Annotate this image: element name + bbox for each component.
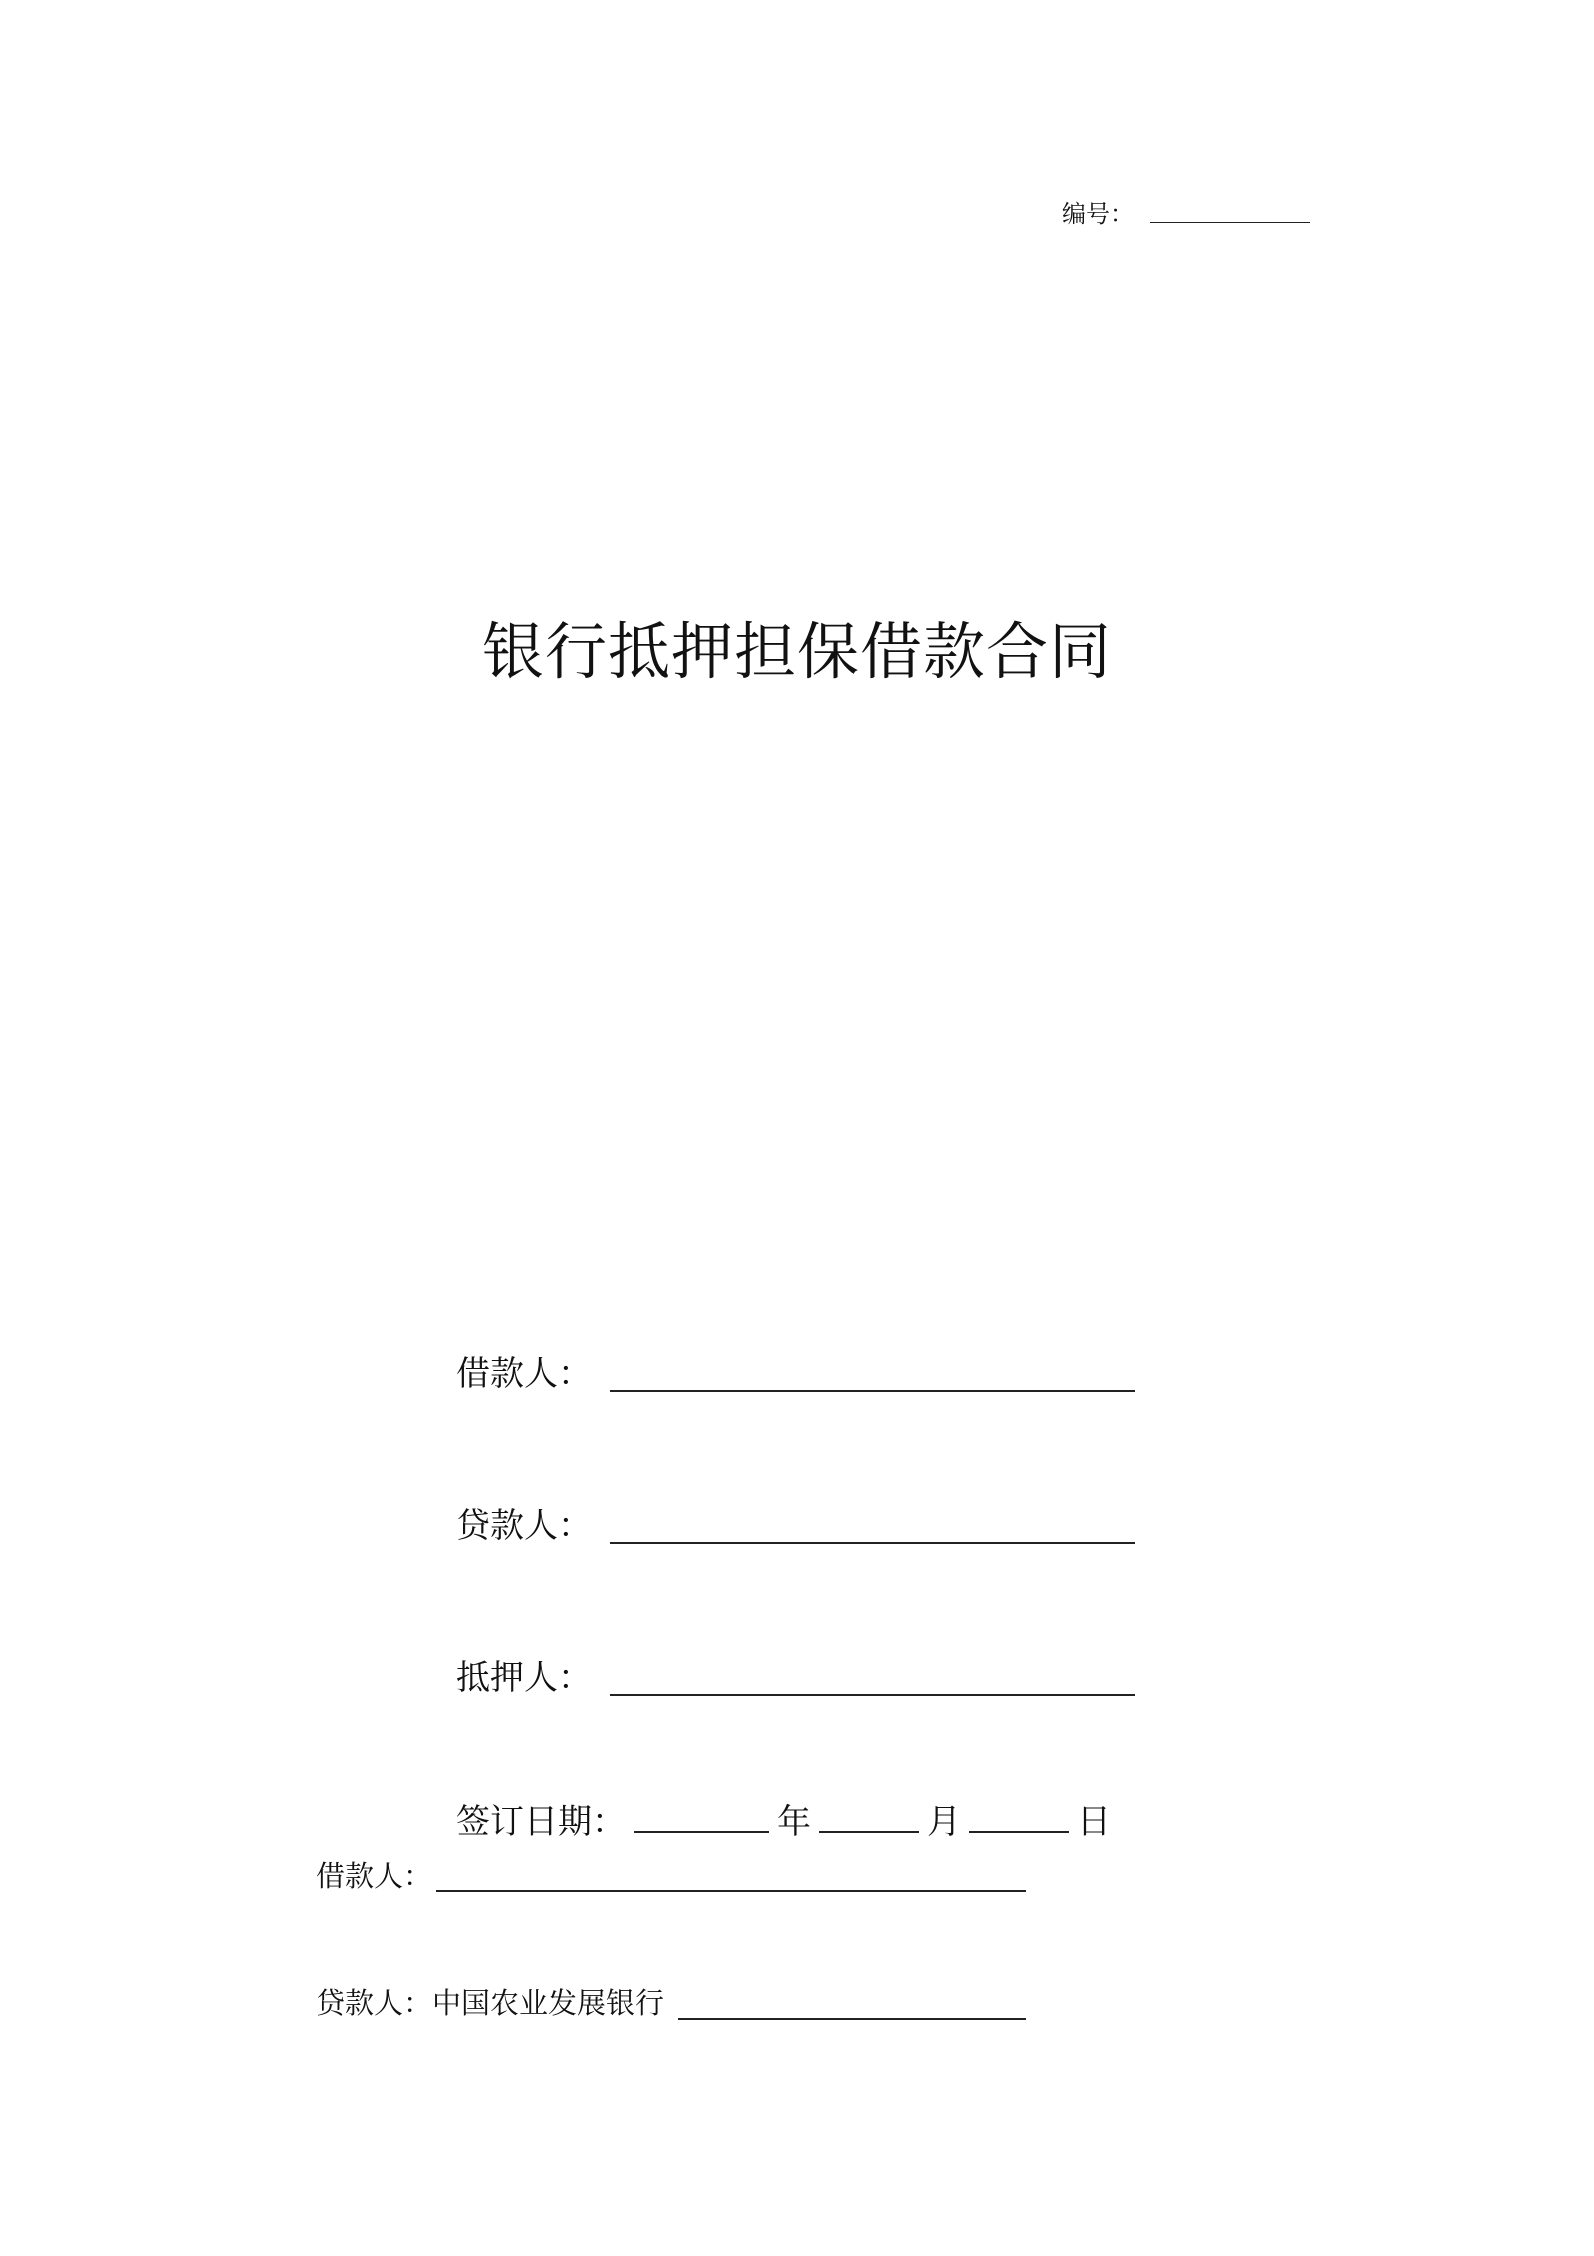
lender-blank[interactable] (610, 1542, 1135, 1544)
contract-number-label: 编号： (1062, 200, 1134, 228)
borrower-label: 借款人： (456, 1354, 592, 1394)
mortgagor-blank[interactable] (610, 1694, 1135, 1696)
lender-label: 贷款人： (456, 1506, 592, 1546)
signature-lender-blank[interactable] (678, 2018, 1026, 2020)
month-unit: 月 (927, 1802, 961, 1842)
signature-lender-label: 贷款人：中国农业发展银行 (316, 1986, 665, 2020)
signing-date-row (456, 1800, 1111, 1844)
borrower-blank[interactable] (610, 1390, 1135, 1392)
document-title: 银行抵押担保借款合同 (481, 615, 1112, 688)
signing-day-blank[interactable] (969, 1801, 1069, 1833)
year-unit: 年 (777, 1802, 811, 1842)
contract-number-blank[interactable] (1150, 222, 1310, 223)
day-unit: 日 (1077, 1802, 1111, 1842)
signing-month-blank[interactable] (819, 1801, 919, 1833)
mortgagor-label: 抵押人： (456, 1658, 592, 1698)
signing-year-blank[interactable] (634, 1801, 769, 1833)
signing-date-label: 签订日期： (456, 1802, 626, 1842)
signature-borrower-label: 借款人： (316, 1859, 433, 1893)
signature-borrower-blank[interactable] (436, 1890, 1026, 1892)
